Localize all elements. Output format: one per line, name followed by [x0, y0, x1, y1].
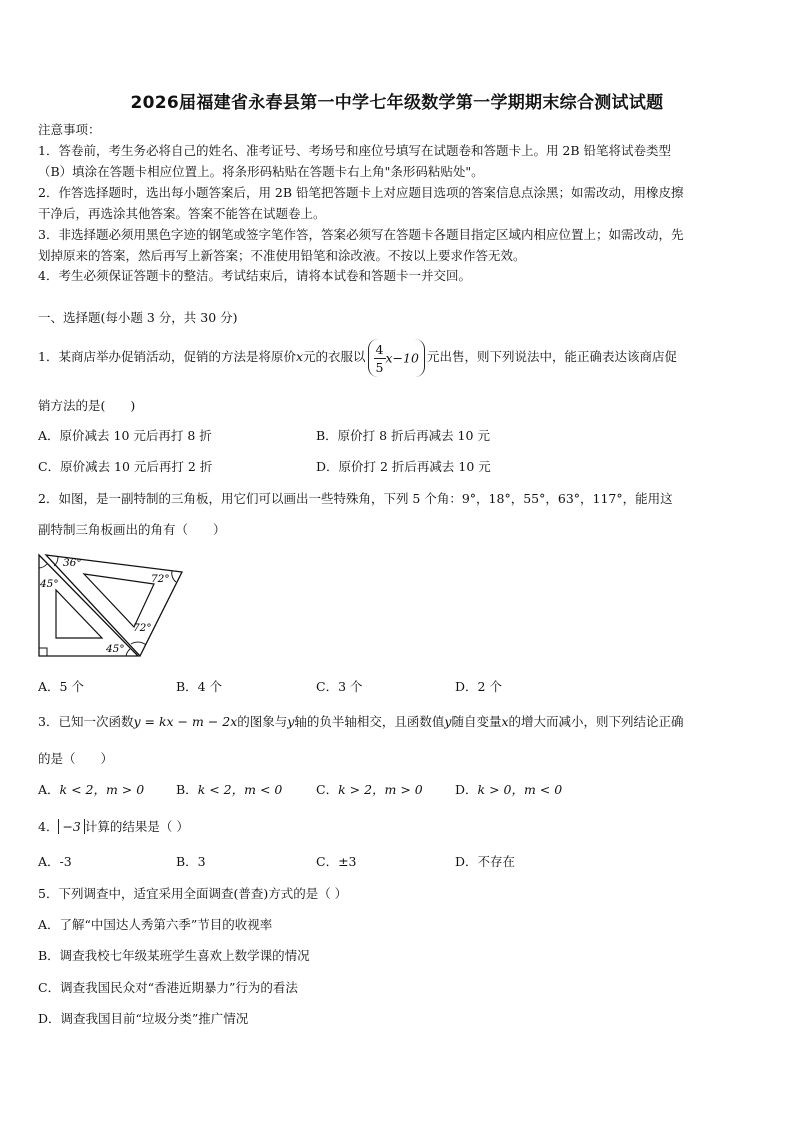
- q1-option-c[interactable]: C．原价减去 10 元后再打 2 折: [38, 459, 213, 474]
- q3-formula: y = kx − m − 2x: [133, 714, 238, 729]
- arc-72-bottom: [131, 642, 146, 645]
- arc-72-right: [172, 571, 176, 582]
- q3-d-label: D．: [455, 782, 478, 797]
- q4-suffix: 计算的结果是（ ）: [84, 819, 189, 834]
- q1-var-x: x: [295, 349, 304, 364]
- q3-option-a[interactable]: [38, 780, 144, 798]
- q3-suffix: 的增大而减小，则下列结论正确: [508, 714, 684, 729]
- arc-45-bottom: [126, 649, 130, 656]
- q3-mid1: 的图象与: [237, 714, 288, 729]
- angle-label-72-bottom: 72°: [133, 622, 152, 634]
- special-set-square-inner: [84, 574, 154, 627]
- angle-label-36: 36°: [63, 557, 82, 569]
- q1-fraction: [374, 341, 386, 376]
- q5-option-a[interactable]: A．了解“中国达人秀第六季”节目的收视率: [38, 917, 273, 932]
- question-1-stem: [38, 338, 677, 377]
- angle-label-45-bottom: 45°: [106, 643, 125, 655]
- q4-option-a[interactable]: A．-3: [38, 854, 72, 869]
- q3-option-c[interactable]: [316, 780, 423, 798]
- q5-option-c[interactable]: C．调查我国民众对“香港近期暴力”行为的看法: [38, 980, 298, 995]
- q3-x1: x: [501, 714, 509, 729]
- question-4-stem: [38, 817, 189, 835]
- set-squares-figure: [36, 552, 186, 662]
- q4-option-b[interactable]: B．3: [176, 854, 206, 869]
- question-5-stem: 5．下列调查中，适宜采用全面调查(普查)方式的是（ ）: [38, 886, 348, 901]
- q3-a-math: k < 2，m > 0: [59, 782, 145, 797]
- q2-option-d[interactable]: D．2 个: [455, 679, 502, 694]
- notice-header: 注意事项：: [38, 122, 101, 137]
- exam-title: 2026届福建省永春县第一中学七年级数学第一学期期末综合测试试题: [130, 93, 664, 113]
- question-2-cont: 副特制三角板画出的角有（ ）: [38, 522, 226, 537]
- q1-option-d[interactable]: D．原价打 2 折后再减去 10 元: [316, 459, 491, 474]
- isosceles-set-square-inner: [56, 590, 102, 638]
- notice-line-4: 干净后，再选涂其他答案。答案不能答在试题卷上。: [38, 206, 326, 221]
- q1-frac-den: 5: [375, 359, 384, 375]
- question-3-stem: [38, 712, 684, 730]
- q4-abs-value: −3: [58, 819, 84, 834]
- q3-b-label: B．: [176, 782, 198, 797]
- q3-c-math: k > 2，m > 0: [338, 782, 423, 797]
- q3-mid2: 轴的负半轴相交，且函数值: [294, 714, 445, 729]
- q3-y1: y: [287, 714, 295, 729]
- q1-option-b[interactable]: B．原价打 8 折后再减去 10 元: [316, 428, 490, 443]
- q3-a-label: A．: [38, 782, 60, 797]
- q1-mid: 元的衣服以: [303, 349, 366, 364]
- question-2-stem: 2．如图，是一副特制的三角板，用它们可以画出一些特殊角，下列 5 个角：9°，18°，55°，63°，117°，能用这: [38, 491, 673, 506]
- q4-option-c[interactable]: C．±3: [316, 854, 357, 869]
- q2-option-b[interactable]: B．4 个: [176, 679, 223, 694]
- notice-line-6: 划掉原来的答案，然后再写上新答案；不准使用铅笔和涂改液。不按以上要求作答无效。: [38, 248, 526, 263]
- q3-mid3: 随自变量: [451, 714, 502, 729]
- q3-prefix: 3．已知一次函数: [38, 714, 134, 729]
- q2-option-a[interactable]: A．5 个: [38, 679, 84, 694]
- q1-option-a[interactable]: A．原价减去 10 元后再打 8 折: [38, 428, 212, 443]
- notice-line-1: 1．答卷前，考生务必将自己的姓名、准考证号、考场号和座位号填写在试题卷和答题卡上。用 2B 铅笔将试卷类型: [38, 143, 672, 158]
- q3-option-d[interactable]: [455, 780, 562, 798]
- q1-price-expression: [368, 339, 425, 377]
- q5-option-b[interactable]: B．调查我校七年级某班学生喜欢上数学课的情况: [38, 948, 310, 963]
- q2-option-c[interactable]: C．3 个: [316, 679, 363, 694]
- angle-label-72-right: 72°: [151, 573, 170, 585]
- q3-d-math: k > 0，m < 0: [477, 782, 563, 797]
- right-angle-mark: [39, 648, 47, 656]
- notice-line-2: （B）填涂在答题卡相应位置上。将条形码粘贴在答题卡右上角"条形码粘贴处"。: [38, 164, 484, 179]
- q4-option-d[interactable]: D．不存在: [455, 854, 516, 869]
- notice-line-5: 3．非选择题必须用黑色字迹的钢笔或签字笔作答，答案必须写在答题卡各题目指定区域内相应位置上；如需改动，先: [38, 227, 684, 242]
- q4-prefix: 4．: [38, 819, 59, 834]
- q3-b-math: k < 2，m < 0: [197, 782, 283, 797]
- q3-c-label: C．: [316, 782, 339, 797]
- question-1-cont: 销方法的是( ): [38, 398, 136, 413]
- notice-line-3: 2．作答选择题时，选出每小题答案后，用 2B 铅笔把答题卡上对应题目选项的答案信息点涂黑；如需改动，用橡皮擦: [38, 185, 684, 200]
- arc-45-top: [39, 564, 47, 568]
- q3-option-b[interactable]: [176, 780, 282, 798]
- q3-y2: y: [444, 714, 452, 729]
- q1-frac-num: 4: [375, 341, 384, 357]
- angle-label-45-top: 45°: [40, 578, 59, 590]
- notice-line-7: 4．考生必须保证答题卡的整洁。考试结束后，请将本试卷和答题卡一并交回。: [38, 268, 471, 283]
- q1-expr-tail: x−10: [385, 350, 419, 365]
- q1-prefix: 1．某商店举办促销活动，促销的方法是将原价: [38, 349, 296, 364]
- q5-option-d[interactable]: D．调查我国目前“垃圾分类”推广情况: [38, 1011, 249, 1026]
- question-3-cont: 的是（ ）: [38, 751, 114, 766]
- section-heading: 一、选择题(每小题 3 分，共 30 分): [38, 310, 238, 325]
- isosceles-set-square: [39, 555, 138, 656]
- q1-suffix: 元出售，则下列说法中，能正确表达该商店促: [426, 349, 677, 364]
